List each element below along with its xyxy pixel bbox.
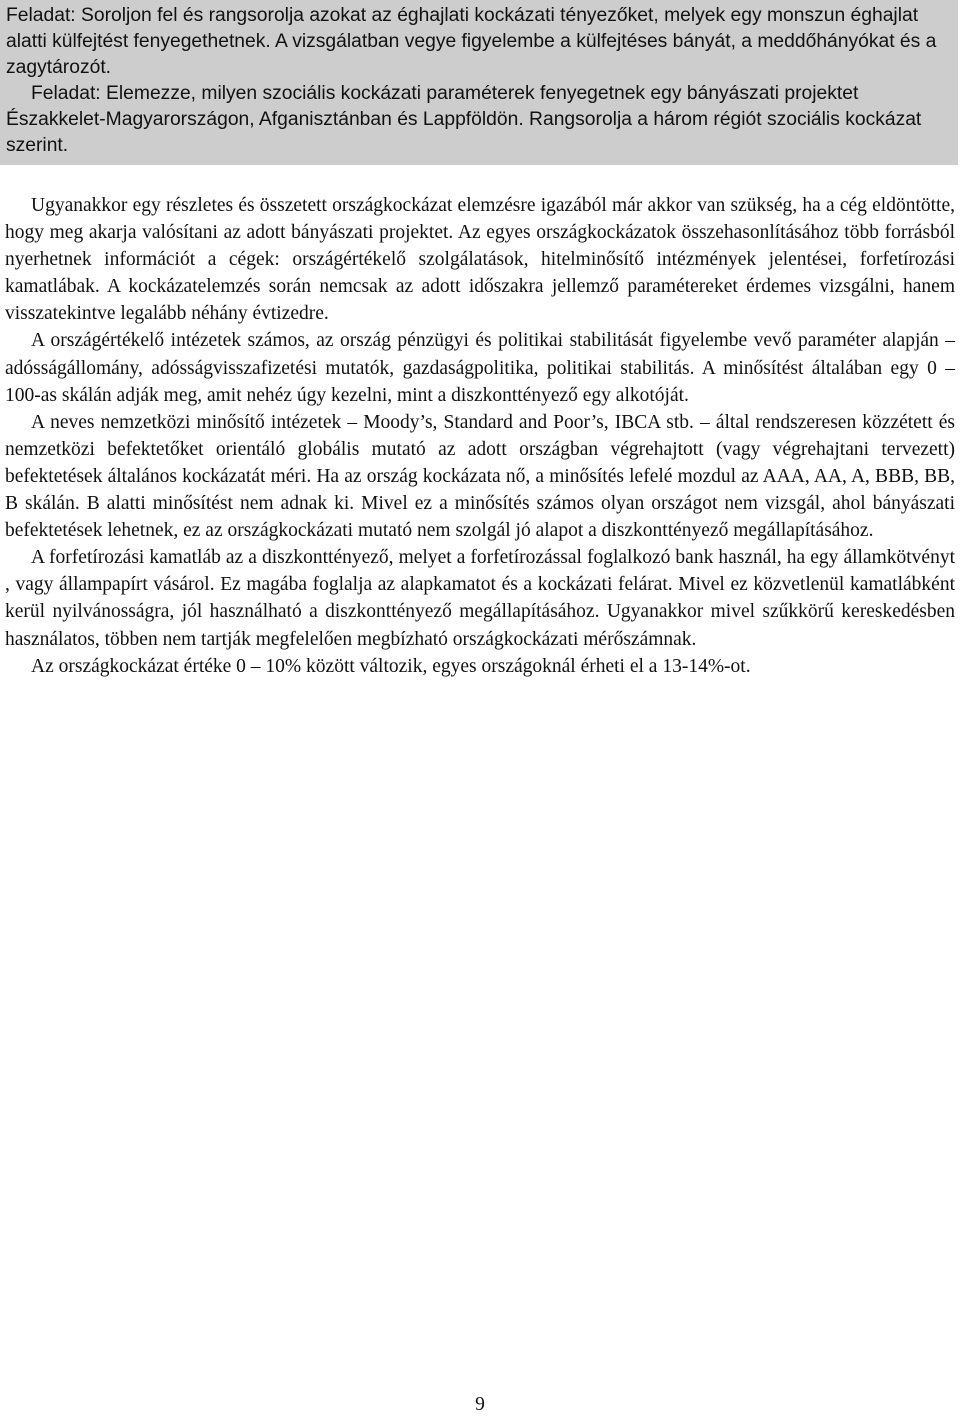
paragraph-rating-institutes: A országértékelő intézetek számos, az ország pénzügyi és politikai stabilitását figyelembe vevő paraméter alapján – adósságállomány, adósságvisszafizetési mutatók, gazdaságpolitika, politikai stabilitás. A minősítést általában egy 0 – 100-as skálán adják meg, amit nehéz úgy kezelni, mint a diszkonttényező egy alkotóját. [5,330,955,406]
page-number: 9 [475,1394,485,1415]
body-text [5,192,955,680]
task-1-text: Feladat: Soroljon fel és rangsorolja azokat az éghajlati kockázati tényezőket, melyek egy monszun éghajlat alatti külfejtést fenyegethetnek. A vizsgálatban vegye figyelembe a külfejtéses bányát, a meddőhányókat és a zagytározót. [6,5,937,78]
task-2-text: Feladat: Elemezze, milyen szociális kockázati paraméterek fenyegetnek egy bányászati projektet Északkelet-Magyarországon, Afganisztánban és Lappföldön. Rangsorolja a három régiót szociális kockázat szerint. [6,83,922,156]
task-box [0,0,958,165]
paragraph-international-ratings: A neves nemzetközi minősítő intézetek – Moody’s, Standard and Poor’s, IBCA stb. – által rendszeresen közzétett és nemzetközi befektetőket orientáló globális mutató az adott országban végrehajtott (vagy végrehajtani tervezett) befektetések általános kockázatát méri. Ha az ország kockázata nő, a minősítés lefelé mozdul az AAA, AA, A, BBB, BB, B skálán. B alatti minősítést nem adnak ki. Mivel ez a minősítés számos olyan országot nem vizsgál, ahol bányászati befektetések lehetnek, ez az országkockázati mutató nem szolgál jó alapot a diszkonttényező megállapításához. [5,411,955,542]
paragraph-country-risk-analysis: Ugyanakkor egy részletes és összetett országkockázat elemzésre igazából már akkor van szükség, ha a cég eldöntötte, hogy meg akarja valósítani az adott bányászati projektet. Az egyes országkockázatok összehasonlításához több forrásból nyerhetnek információt a cégek: országértékelő szolgálatások, hitelminősítő intézmények jelentései, forfetírozási kamatlábak. A kockázatelemzés során nemcsak az adott időszakra jellemző paramétereket érdemes vizsgálni, hanem visszatekintve legalább néhány évtizedre. [5,195,955,325]
paragraph-forfaiting-rate: A forfetírozási kamatláb az a diszkonttényező, melyet a forfetírozással foglalkozó bank használ, ha egy államkötvényt , vagy állampapírt vásárol. Ez magába foglalja az alapkamatot és a kockázati felárat. Mivel ez közvetlenül kamatlábként kerül nyilvánosságra, jól használható a diszkonttényező megállapításához. Ugyanakkor mivel szűkkörű kereskedésben használatos, többen nem tartják megfelelően megbízható országkockázati mérőszámnak. [5,547,955,650]
paragraph-country-risk-value: Az országkockázat értéke 0 – 10% között változik, egyes országoknál érheti el a 13-14%-ot. [31,655,751,677]
